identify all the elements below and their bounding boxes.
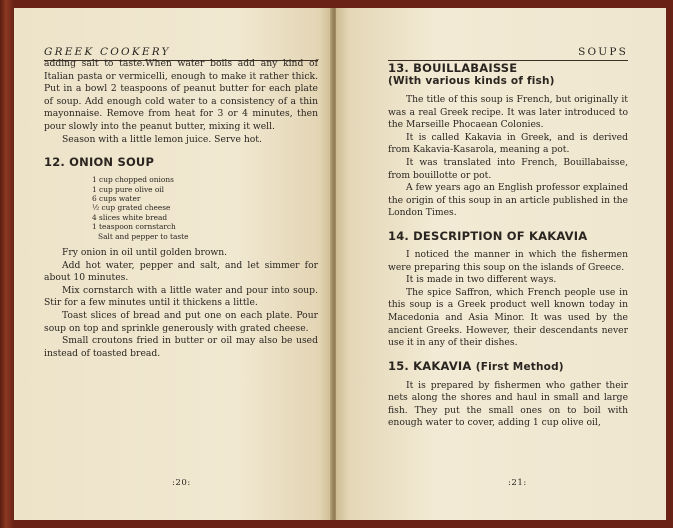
step-paragraph: Add hot water, pepper and salt, and let simmer for about 10 minutes. [44, 259, 318, 284]
body-paragraph: It was translated into French, Bouillabaisse, from bouillotte or pot. [388, 156, 628, 181]
body-paragraph: It is prepared by fishermen who gather their nets along the shores and haul in small and large fish. They put the small ones on to boil with enough water to cover, adding 1 cup olive oil, [388, 379, 628, 429]
ingredient-item: 1 cup chopped onions [92, 175, 174, 185]
body-paragraph: The spice Saffron, which French people use in this soup is a Greek product well known today in Macedonia and Asia Minor. It was used by the ancient Greeks. However, their descendants never use it in any of their dishes. [388, 286, 628, 349]
running-head-left: GREEK COOKERY [44, 46, 318, 61]
ingredient-list [92, 175, 318, 241]
body-paragraph: A few years ago an English professor explained the origin of this soup in an article published in the London Times. [388, 182, 628, 219]
running-head-right: SOUPS [388, 46, 628, 61]
body-paragraph: I noticed the manner in which the fishermen were preparing this soup on the islands of Greece. [388, 248, 628, 273]
step-paragraph: Toast slices of bread and put one on each plate. Pour soup on top and sprinkle generously with grated cheese. [44, 309, 318, 334]
recipe-13-title: 13. BOUILLABAISSE [388, 61, 518, 75]
recipe-14-title: 14. DESCRIPTION OF KAKAVIA [388, 228, 588, 243]
left-page [14, 8, 332, 520]
page-number-right: :21: [508, 478, 527, 488]
ingredient-item: 1 teaspoon cornstarch [92, 222, 176, 232]
recipe-15-method: (First Method) [475, 360, 564, 373]
body-paragraph: It is made in two different ways. [406, 274, 557, 286]
ingredient-item: 4 slices white bread [92, 212, 168, 222]
recipe-12-title: 12. ONION SOUP [44, 155, 155, 170]
season-line: Season with a little lemon juice. Serve hot. [62, 133, 262, 145]
recipe-15-heading [388, 360, 628, 374]
body-paragraph: It is called Kakavia in Greek, and is derived from Kakavia-Kasarola, meaning a pot. [388, 131, 628, 156]
ingredient-item: 6 cups water [92, 193, 141, 203]
step-paragraph: Small croutons fried in butter or oil may also be used instead of toasted bread. [44, 335, 318, 359]
ingredient-item: 1 cup pure olive oil [92, 184, 165, 194]
recipe-13-heading [388, 62, 628, 88]
continued-text: adding salt to taste.When water boils add any kind of Italian pasta or vermicelli, enough to make it rather thick. Put in a bowl 2 teaspoons of peanut butter for each plate of soup. Add enough cold water to a consistency of a thin mayonnaise. Remove from heat for 3 or 4 minutes, then pour slowly into the peanut butter, mixing it well. [44, 58, 318, 132]
page-number-left: :20: [172, 478, 191, 488]
step-paragraph: Mix cornstarch with a little water and pour into soup. Stir for a few minutes until it thickens a little. [44, 284, 318, 309]
ingredient-item: ½ cup grated cheese [92, 203, 171, 213]
step-paragraph: Fry onion in oil until golden brown. [62, 247, 228, 258]
body-paragraph: The title of this soup is French, but originally it was a real Greek recipe. It was later introduced to the Marseille Phocaean Colonies. [388, 94, 628, 131]
recipe-13-subtitle: (With various kinds of fish) [388, 75, 555, 87]
ingredient-item: Salt and pepper to taste [98, 231, 189, 241]
recipe-15-title: 15. KAKAVIA [388, 358, 472, 373]
right-page [336, 8, 666, 520]
